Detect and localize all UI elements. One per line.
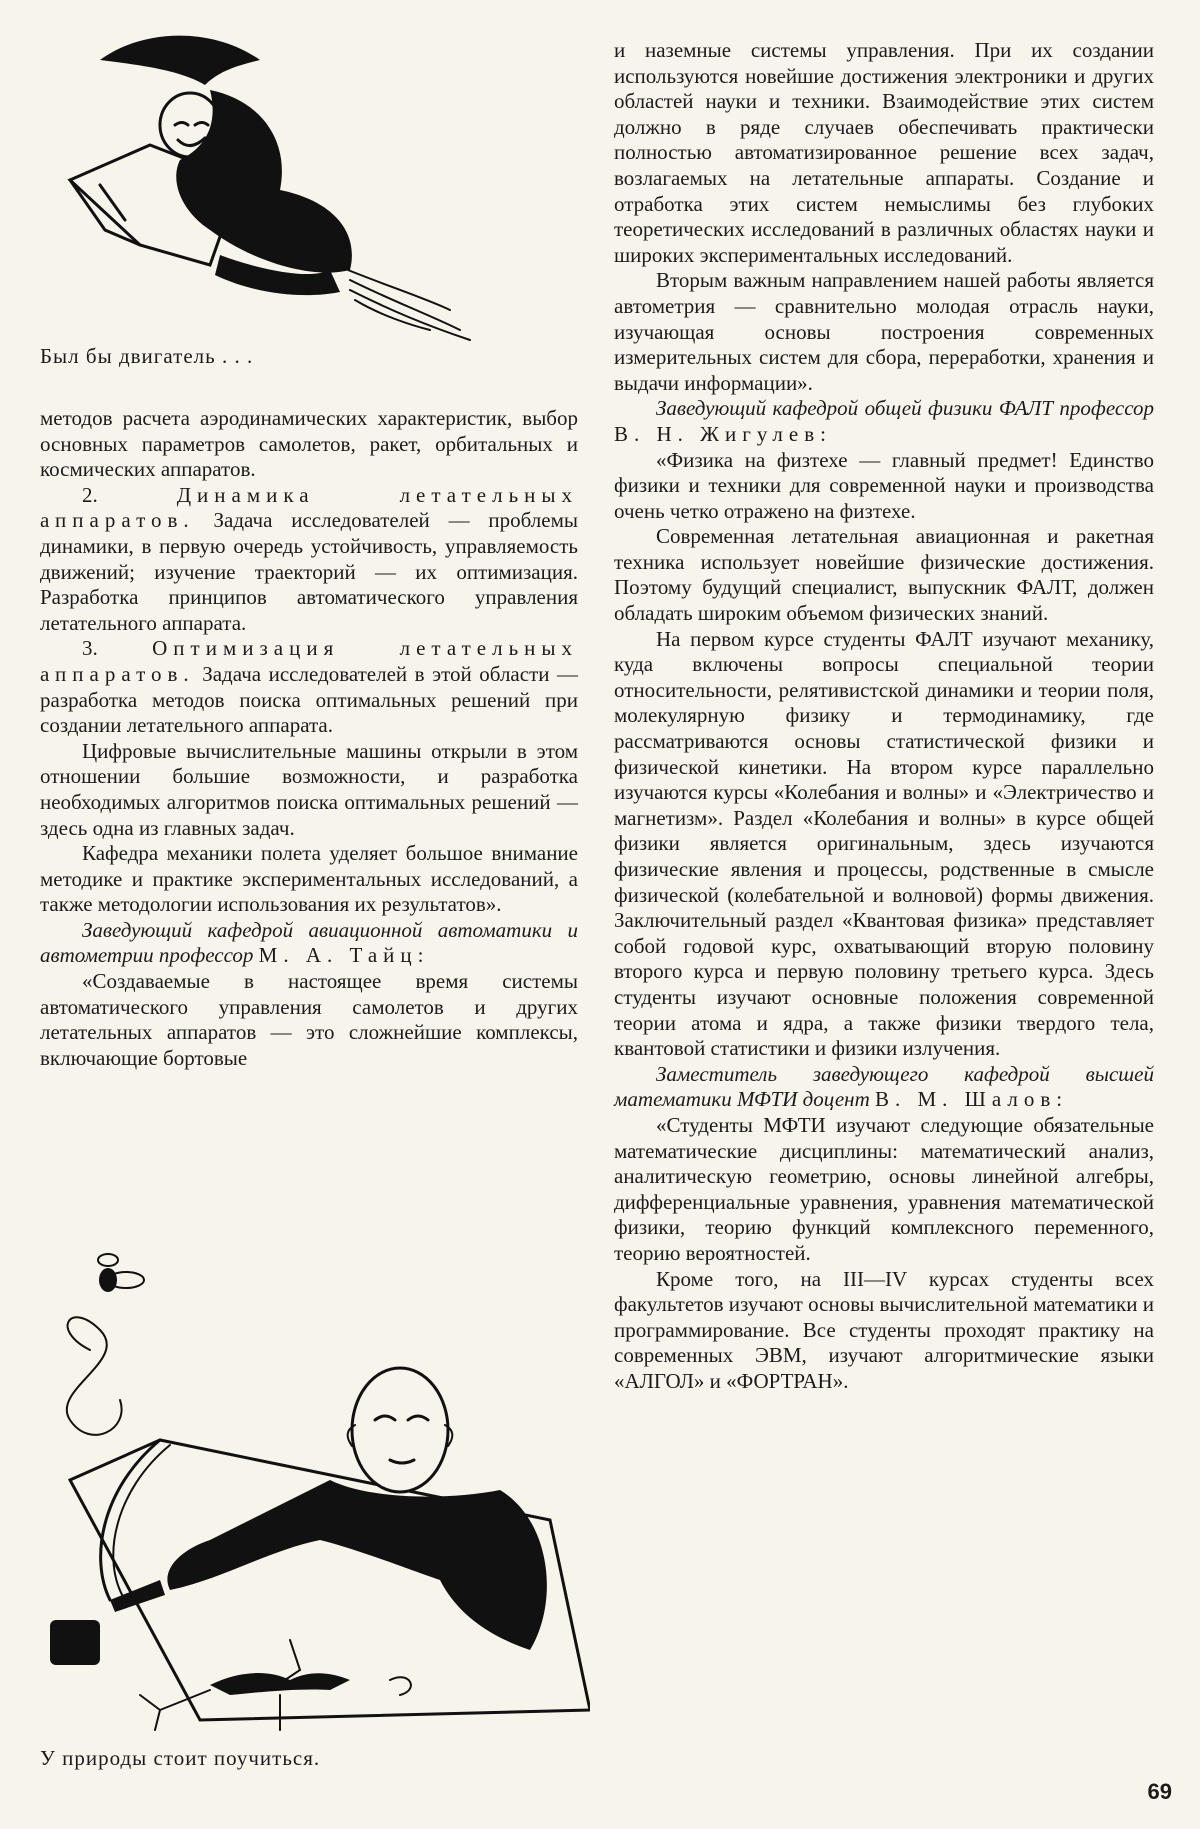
item-3-number: 3. bbox=[82, 636, 98, 661]
right-paragraph-3: «Физика на физтехе — главный предмет! Единство физики и техники для современной науки и производства очень четко отражено на физтехе. bbox=[614, 447, 1154, 523]
bottom-figure-caption: У природы стоит поучиться. bbox=[40, 1746, 321, 1770]
top-figure-caption: Был бы двигатель . . . bbox=[40, 344, 254, 368]
right-paragraph-4: Современная летательная авиационная и ракетная техника использует новейшие физические достижения. Поэтому будущий специалист, выпускник ФАЛТ, должен обладать широким объемом физических знаний. bbox=[614, 524, 1154, 626]
speaker-shalov bbox=[614, 1062, 1154, 1113]
item-2-body: Задача исследователей — проблемы динамики, в первую очередь устойчивость, управляемость движений; изучение траекторий — их оптимизация. Разработка принципов автоматического управления летательного аппарата. bbox=[40, 508, 579, 635]
speaker-taits-role: Заведующий кафедрой авиационной автоматики и автометрии профессор bbox=[40, 917, 578, 968]
left-column bbox=[40, 406, 578, 1071]
right-paragraph-1: и наземные системы управления. При их создании используются новейшие достижения электроники и других областей науки и техники. Взаимодействие этих систем должно в ряде случаев обеспечивать практически полностью автоматизированное решение всех задач, возлагаемых на летательные аппараты. Создание и отработка этих систем немыслимы без глубоких теоретических исследований в различных областях науки и широких экспериментальных исследований. bbox=[614, 38, 1154, 267]
left-item-3 bbox=[40, 636, 578, 738]
right-paragraph-5: На первом курсе студенты ФАЛТ изучают механику, куда включены вопросы специальной теории относительности, релятивистской динамики и теории поля, молекулярную физику и термодинамику, где рассматриваются основы статистической физики и физической кинетики. На втором курсе параллельно изучаются курсы «Колебания и волны» и «Электричество и магнетизм». Раздел «Колебания и волны» в курсе общей физики является оригинальным, здесь изучаются физические явления и процессы, родственные в смысле физической (колебательной и волновой) формы движения. Заключительный раздел «Квантовая физика» представляет собой годовой курс, охватывающий вторую половину второго курса и первую половину третьего курса. Здесь студенты изучают основные положения современной теории атома и ядра, а также физики твердого тела, квантовой статистики и физики излучения. bbox=[614, 626, 1154, 1061]
page-number: 69 bbox=[1147, 1779, 1172, 1804]
item-3-body: Задача исследователей в этой области — разработка методов поиска оптимальных решений при создании летательного аппарата. bbox=[40, 661, 579, 738]
left-paragraph-1: методов расчета аэродинамических характеристик, выбор основных параметров самолетов, ракет, орбитальных и космических аппаратов. bbox=[40, 406, 578, 482]
speaker-shalov-name: В. М. Шалов: bbox=[874, 1087, 1069, 1112]
rocket-rider-illustration bbox=[30, 30, 510, 350]
speaker-zhigulev-role: Заведующий кафедрой общей физики ФАЛТ профессор bbox=[656, 396, 1154, 421]
speaker-zhigulev bbox=[614, 396, 1154, 447]
right-paragraph-6: «Студенты МФТИ изучают следующие обязательные математические дисциплины: математический анализ, аналитическую геометрию, основы линейной алгебры, дифференциальные уравнения, уравнения математической физики, теорию функций комплексного переменного, теорию вероятностей. bbox=[614, 1112, 1154, 1265]
left-paragraph-5: Кафедра механики полета уделяет большое внимание методике и практике экспериментальных исследований, а также методологии использования их результатов». bbox=[40, 841, 578, 917]
left-item-2 bbox=[40, 483, 578, 637]
speaker-taits-name: М. А. Тайц: bbox=[258, 943, 430, 968]
speaker-zhigulev-name: В. Н. Жигулев: bbox=[614, 421, 832, 446]
item-3-title: Оптимизация летательных аппаратов. bbox=[40, 636, 579, 686]
right-paragraph-2: Вторым важным направлением нашей работы является автометрия — сравнительно молодая отрасль науки, изучающая основы построения современных измерительных систем для сбора, переработки, хранения и выдачи информации». bbox=[614, 268, 1154, 395]
speaker-taits bbox=[40, 918, 578, 969]
right-column bbox=[614, 38, 1154, 1394]
speaker-shalov-role: Заместитель заведующего кафедрой высшей математики МФТИ доцент bbox=[614, 1061, 1154, 1112]
scholar-drawing-illustration bbox=[30, 1240, 590, 1740]
item-2-title: Динамика летательных аппаратов. bbox=[40, 482, 578, 533]
item-2-number: 2. bbox=[82, 482, 98, 507]
left-paragraph-4: Цифровые вычислительные машины открыли в этом отношении большие возможности, и разработка необходимых алгоритмов поиска оптимальных решений — здесь одна из главных задач. bbox=[40, 738, 578, 840]
left-paragraph-6: «Создаваемые в настоящее время системы автоматического управления самолетов и других летательных аппаратов — это сложнейшие комплексы, включающие бортовые bbox=[40, 969, 578, 1070]
right-paragraph-7: Кроме того, на III—IV курсах студенты всех факультетов изучают основы вычислительной математики и программирование. Все студенты проходят практику на современных ЭВМ, изучают алгоритмические языки «АЛГОЛ» и «ФОРТРАН». bbox=[614, 1266, 1154, 1393]
